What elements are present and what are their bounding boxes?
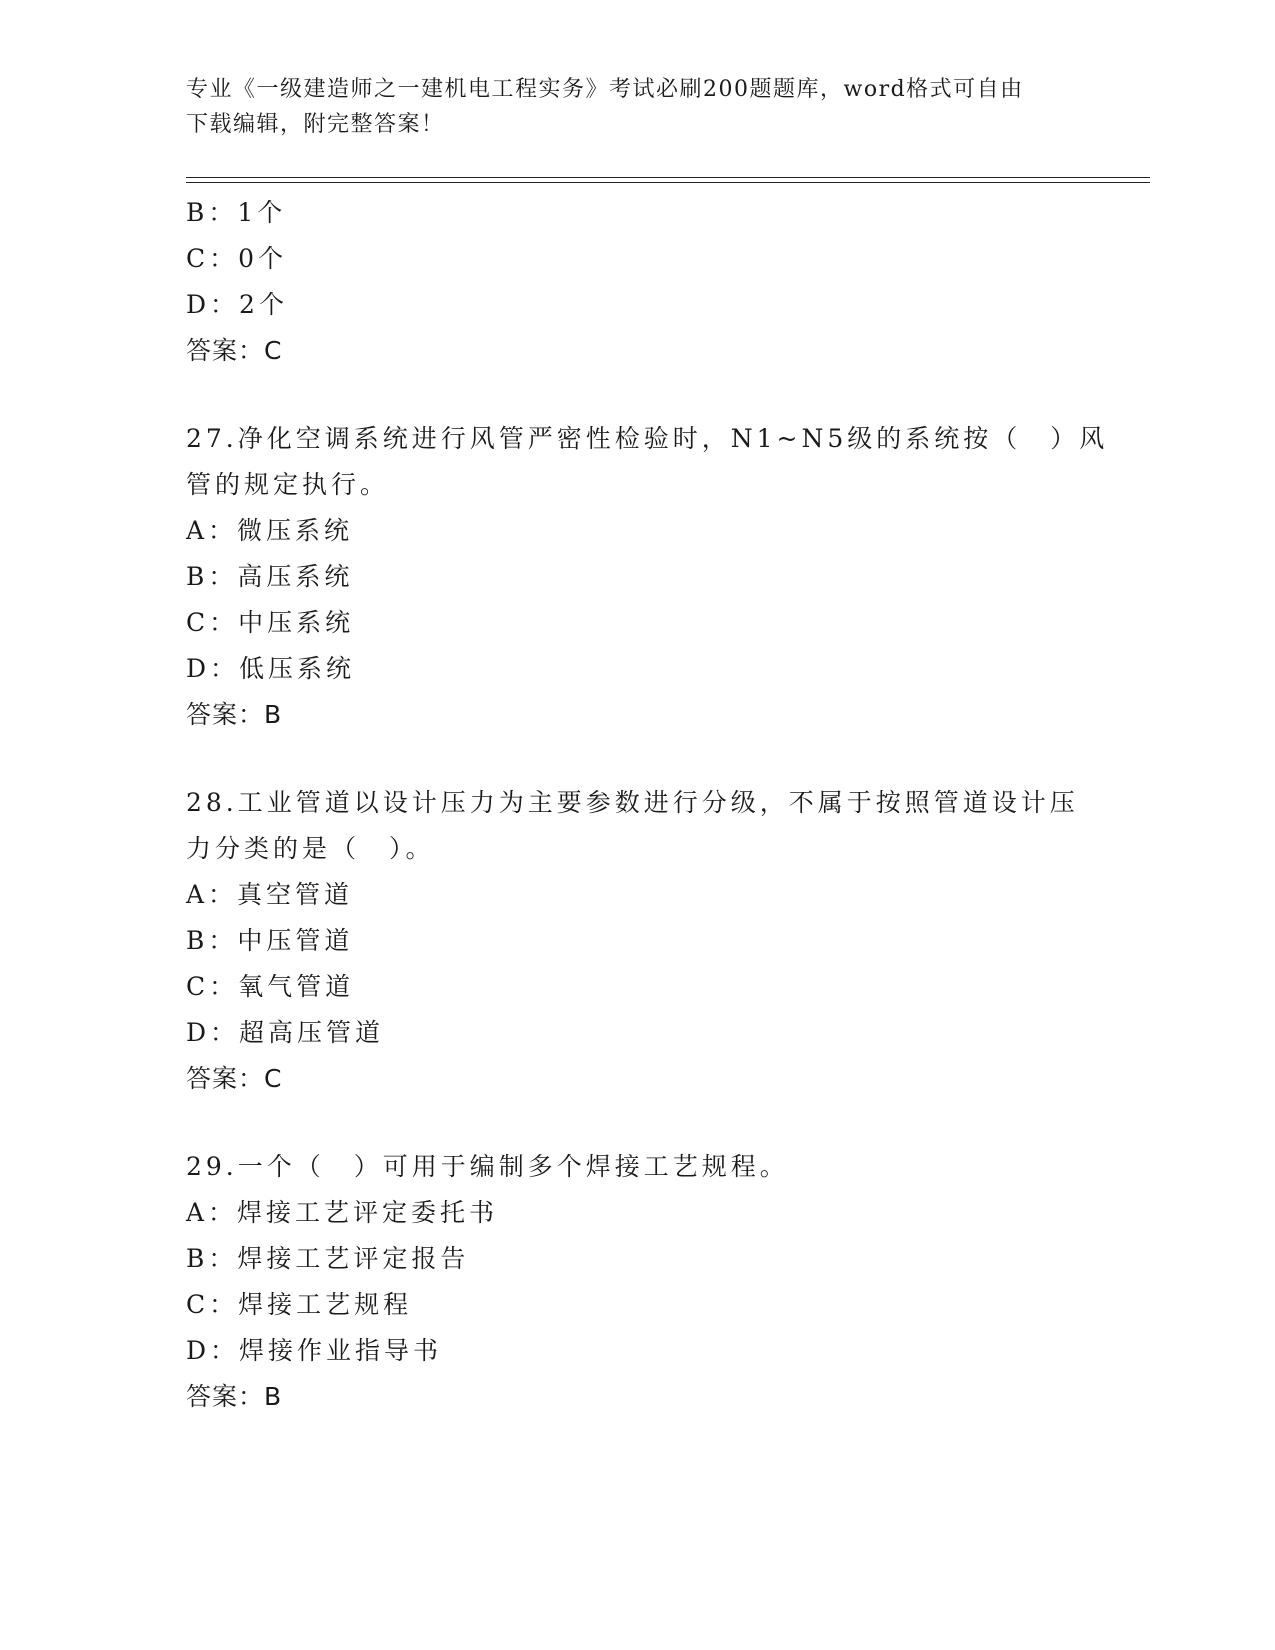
option-c: C：中压系统 xyxy=(186,608,355,637)
option-d: D：2个 xyxy=(186,290,288,319)
option-b: B：焊接工艺评定报告 xyxy=(186,1244,470,1273)
option-a: A：焊接工艺评定委托书 xyxy=(186,1198,499,1227)
option-d: D：焊接作业指导书 xyxy=(186,1336,443,1365)
answer: 答案：B xyxy=(186,1382,283,1411)
header-divider-bottom xyxy=(186,182,1150,183)
header-line-2: 下载编辑，附完整答案！ xyxy=(186,112,445,137)
question-29 xyxy=(186,1144,1086,1420)
option-a: A：微压系统 xyxy=(186,516,354,545)
answer: 答案：B xyxy=(186,700,283,729)
option-c: C：焊接工艺规程 xyxy=(186,1290,413,1319)
header-line-1: 专业《一级建造师之一建机电工程实务》考试必刷200题题库，word格式可自由 xyxy=(186,77,1024,102)
option-b: B：1个 xyxy=(186,198,287,227)
question-stem-cont: 力分类的是（ ）。 xyxy=(186,834,435,863)
option-b: B：中压管道 xyxy=(186,926,354,955)
question-26-tail xyxy=(186,190,1086,374)
option-d: D：低压系统 xyxy=(186,654,356,683)
header-divider-top xyxy=(186,177,1150,178)
answer: 答案：C xyxy=(186,336,283,365)
option-b: B：高压系统 xyxy=(186,562,354,591)
option-c: C：氧气管道 xyxy=(186,972,355,1001)
document-header xyxy=(186,72,1066,142)
question-list xyxy=(186,190,1109,1420)
question-stem: 29.一个（ ）可用于编制多个焊接工艺规程。 xyxy=(186,1152,789,1181)
question-stem: 28.工业管道以设计压力为主要参数进行分级，不属于按照管道设计压 xyxy=(186,788,1079,817)
option-c: C：0个 xyxy=(186,244,288,273)
question-stem: 27.净化空调系统进行风管严密性检验时，N1~N5级的系统按（ ）风 xyxy=(186,424,1109,453)
question-28 xyxy=(186,780,1086,1102)
option-a: A：真空管道 xyxy=(186,880,354,909)
answer: 答案：C xyxy=(186,1064,283,1093)
question-stem-cont: 管的规定执行。 xyxy=(186,470,390,499)
question-27 xyxy=(186,416,1109,738)
option-d: D：超高压管道 xyxy=(186,1018,385,1047)
